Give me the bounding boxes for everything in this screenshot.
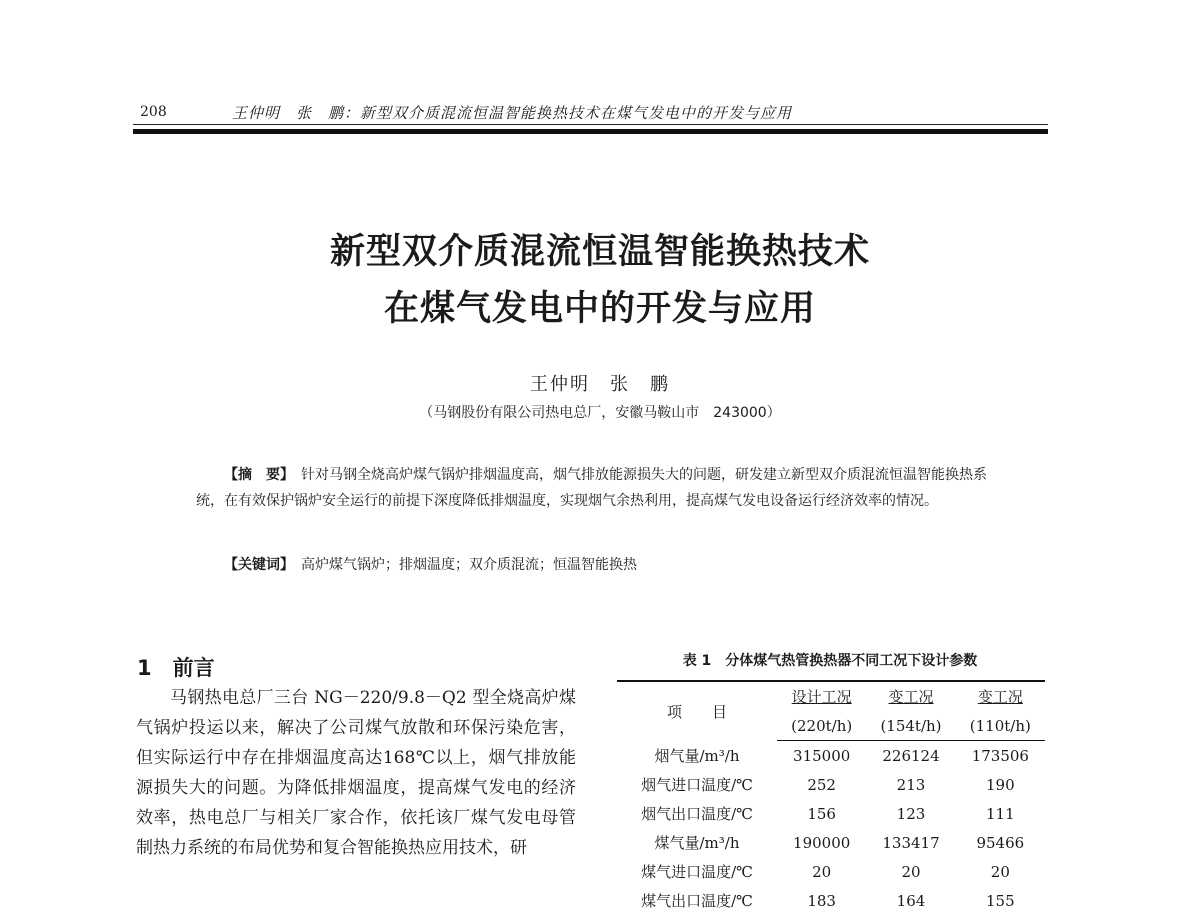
header-rule-thick <box>133 129 1048 134</box>
abstract <box>196 462 996 514</box>
article-title-line2: 在煤气发电中的开发与应用 <box>383 288 816 329</box>
table-row <box>617 857 1045 886</box>
table-row <box>617 886 1045 915</box>
abstract-label: 【摘 要】 <box>224 467 287 483</box>
table-header-row <box>617 681 1045 711</box>
running-title: 王仲明 张 鹏：新型双介质混流恒温智能换热技术在煤气发电中的开发与应用 <box>232 104 793 122</box>
section-heading: 1 前言 <box>137 656 215 680</box>
section-paragraph: 马钢热电总厂三台 NG－220/9.8－Q2 型全烧高炉煤气锅炉投运以来，解决了公司煤气放散和环保污染危害，但实际运行中存在排烟温度高达168℃以上，烟气排放能源损失大的问题。为降低排烟温度，提高煤气发电的经济效率，热电总厂与相关厂家合作，依托该厂煤气发电母管制热力系统的布局优势和复合智能换热应用技术，研 <box>136 688 576 858</box>
table-cell: 133417 <box>882 833 940 852</box>
table-cell: 183 <box>807 891 836 910</box>
condition-name: 变工况 <box>956 681 1045 711</box>
abstract-text: 针对马钢全烧高炉煤气锅炉排烟温度高，烟气排放能源损失大的问题，研发建立新型双介质混流恒温智能换热系统，在有效保护锅炉安全运行的前提下深度降低排烟温度，实现烟气余热利用，提高煤气发电设备运行经济效率的情况。 <box>196 467 987 509</box>
row-label: 烟气量/m³/h <box>654 746 740 765</box>
table-cell: 213 <box>896 775 926 794</box>
table-cell: 190 <box>986 775 1015 794</box>
table-row <box>617 799 1045 828</box>
row-label: 烟气进口温度/℃ <box>641 776 753 794</box>
table-cell: 252 <box>807 775 836 794</box>
keywords-text: 高炉煤气锅炉；排烟温度；双介质混流；恒温智能换热 <box>301 557 637 573</box>
table-row <box>617 828 1045 857</box>
page-number: 208 <box>140 104 167 120</box>
table-cell: 20 <box>901 862 921 881</box>
item-header: 项 目 <box>617 681 777 741</box>
table-row <box>617 741 1045 771</box>
table-row <box>617 770 1045 799</box>
table-cell: 173506 <box>971 746 1029 765</box>
condition-load: (110t/h) <box>956 711 1045 741</box>
condition-load: (220t/h) <box>777 711 866 741</box>
table-cell: 123 <box>896 804 926 823</box>
keywords-label: 【关键词】 <box>224 557 287 573</box>
table-cell: 190000 <box>793 833 851 852</box>
table-cell: 315000 <box>793 746 851 765</box>
table-cell: 20 <box>990 862 1010 881</box>
header-rule-thin <box>133 124 1048 125</box>
row-label: 煤气量/m³/h <box>654 834 740 852</box>
parameter-table <box>617 680 1045 915</box>
article-title-line1: 新型双介质混流恒温智能换热技术 <box>329 231 870 272</box>
condition-load: (154t/h) <box>866 711 955 741</box>
table-cell: 111 <box>986 804 1015 823</box>
table-cell: 226124 <box>882 746 940 765</box>
table-cell: 155 <box>986 891 1015 910</box>
authors: 王仲明 张 鹏 <box>530 374 670 395</box>
table-cell: 20 <box>812 862 832 881</box>
row-label: 煤气出口温度/℃ <box>641 892 753 910</box>
table-cell: 156 <box>807 804 836 823</box>
row-label: 煤气进口温度/℃ <box>641 863 753 881</box>
keywords <box>224 554 637 574</box>
affiliation: （马钢股份有限公司热电总厂，安徽马鞍山市 243000） <box>419 405 781 421</box>
table-cell: 95466 <box>976 833 1025 852</box>
table-caption: 表 1 分体煤气热管换热器不同工况下设计参数 <box>682 653 978 669</box>
condition-name: 设计工况 <box>777 681 866 711</box>
table-cell: 164 <box>896 891 926 910</box>
condition-name: 变工况 <box>866 681 955 711</box>
row-label: 烟气出口温度/℃ <box>641 805 753 823</box>
